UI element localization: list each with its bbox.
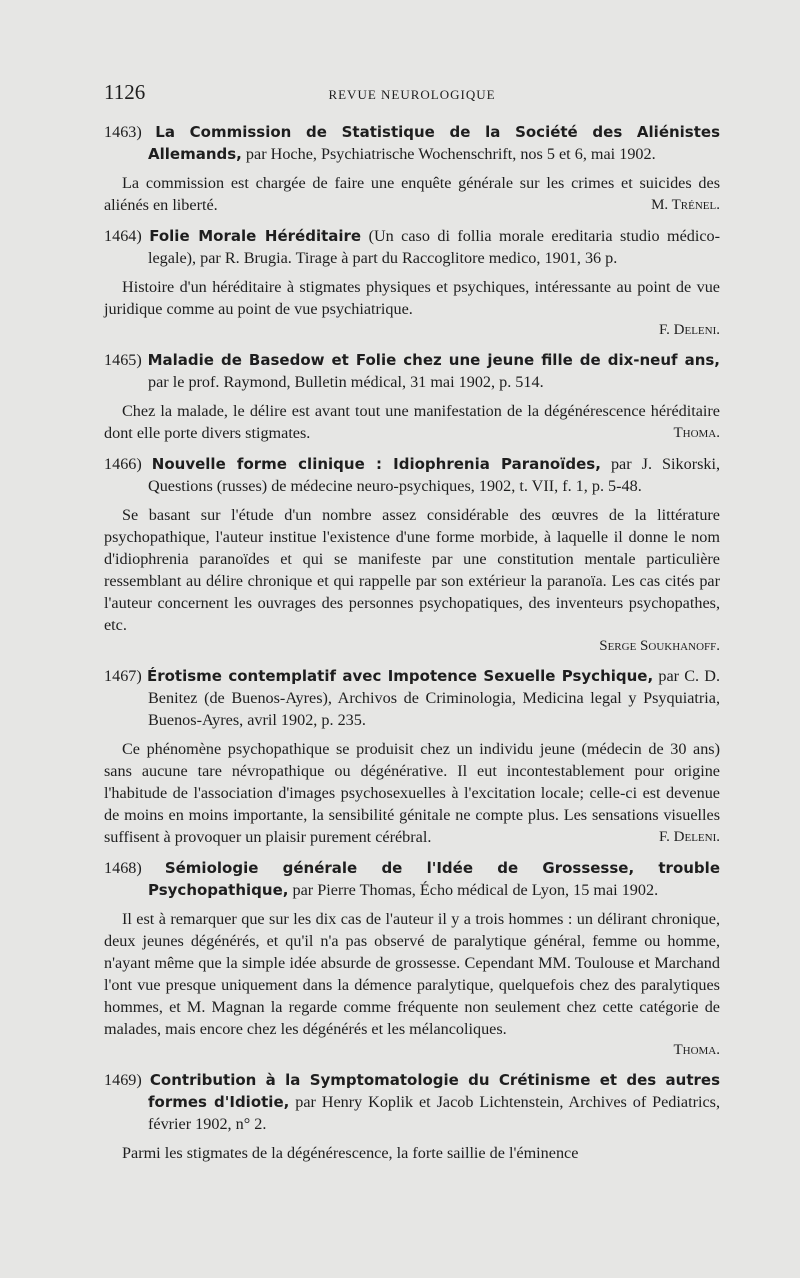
entry-heading — [104, 857, 720, 901]
entry-heading — [104, 121, 720, 165]
entry-title: Maladie de Basedow et Folie chez une jeune fille de dix-neuf ans, — [147, 351, 720, 369]
entry-signature: Thoma. — [673, 1042, 720, 1058]
entry-number: 1464) — [104, 227, 142, 245]
entry-body-text: Ce phénomène psychopathique se produisit chez un individu jeune (médecin de 30 ans) sans aucune tare névropathique ou dégénérative. Il eut incontestablement pour origine l'habitude de l'association d'images psychosexuelles à l'excitation locale; celle-ci est devenue de moins en moins importante, la sensibilité génitale ne compte plus. Les sensations visuelles suffisent à provoquer un plaisir purement cérébral. — [104, 740, 720, 846]
entry-signature: M. Trénel. — [651, 197, 720, 213]
entry-title: La Commission de Statistique de la Société des Aliénistes Allemands, — [148, 123, 721, 163]
entry-body-text: Chez la malade, le délire est avant tout une manifestation de la dégénérescence héréditaire dont elle porte divers stigmates. — [104, 402, 720, 442]
entry-signature: Serge Soukhanoff. — [599, 638, 720, 654]
entry-body — [104, 738, 720, 848]
entry-number: 1466) — [104, 455, 142, 473]
entry-body: Histoire d'un héréditaire à stigmates physiques et psychiques, intéressante au point de vue juridique comme au point de vue psychiatrique. — [104, 278, 720, 318]
entry-body: Se basant sur l'étude d'un nombre assez considérable des œuvres de la littérature psychopathique, l'auteur institue l'existence d'une forme morbide, à laquelle il donne le nom d'idiophrenia paranoïdes et qui se manifeste par une constitution mentale particulière ressemblant au délire chronique et qui rappelle par son extérieur la paranoïa. Les cas cités par l'auteur concernent les ouvrages des personnes psychopatiques, des inventeurs psychopathes, etc. — [104, 506, 720, 634]
entry-body-text: La commission est chargée de faire une enquête générale sur les crimes et suicides des aliénés en liberté. — [104, 174, 720, 214]
entry-title: Nouvelle forme clinique : Idiophrenia Paranoïdes, — [151, 455, 601, 473]
entry-heading — [104, 1069, 720, 1135]
entry-reference: par C. D. Benitez (de Buenos-Ayres), Archivos de Criminologia, Medicina legal y Psyquiatria, Buenos-Ayres, avril 1902, p. 235. — [148, 667, 721, 729]
entry-1465 — [104, 349, 720, 444]
entry-reference: par J. Sikorski, Questions (russes) de médecine neuro-psychiques, 1902, t. VII, f. 1, p. 5-48. — [148, 455, 721, 495]
entry-number: 1468) — [104, 859, 142, 877]
running-title: REVUE NEUROLOGIQUE — [328, 87, 496, 102]
entry-1464 — [104, 225, 720, 340]
entry-title: Folie Morale Héréditaire — [149, 227, 362, 245]
entry-1469 — [104, 1069, 720, 1164]
entry-heading — [104, 225, 720, 269]
entry-reference: par Hoche, Psychiatrische Wochenschrift, nos 5 et 6, mai 1902. — [245, 145, 656, 163]
entry-number: 1465) — [104, 351, 142, 369]
entry-title: Contribution à la Symptomatologie du Crétinisme et des autres formes d'Idiotie, — [148, 1071, 720, 1111]
entry-heading — [104, 665, 720, 731]
entry-number: 1467) — [104, 667, 142, 685]
entry-reference: par Henry Koplik et Jacob Lichtenstein, Archives of Pediatrics, février 1902, n° 2. — [148, 1093, 720, 1133]
entry-signature: F. Deleni. — [659, 322, 720, 338]
entry-body — [104, 400, 720, 444]
entry-heading — [104, 453, 720, 497]
entry-heading — [104, 349, 720, 393]
entry-reference: par Pierre Thomas, Écho médical de Lyon, 15 mai 1902. — [292, 881, 659, 899]
entry-signature: F. Deleni. — [659, 829, 720, 845]
entry-title: Érotisme contemplatif avec Impotence Sexuelle Psychique, — [146, 667, 654, 685]
entry-number: 1469) — [104, 1071, 142, 1089]
entry-body: Il est à remarquer que sur les dix cas de l'auteur il y a trois hommes : un délirant chronique, deux jeunes dégénérés, et qu'il n'a pas observé de paralytique général, femme ou homme, n'ayant même que la simple idée absurde de grossesse. Cependant MM. Toulouse et Marchand l'ont vue presque uniquement dans la démence paralytique, quelquefois chez des paralytiques hommes, et M. Magnan la regarde comme fréquente non seulement chez cette catégorie de malades, mais encore chez les dégénérés et les mélancoliques. — [104, 910, 720, 1038]
entry-title: Sémiologie générale de l'Idée de Grossesse, trouble Psychopathique, — [148, 859, 720, 899]
entry-reference: (Un caso di follia morale ereditaria studio médico-legale), par R. Brugia. Tirage à part du Raccoglitore medico, 1901, 36 p. — [148, 227, 721, 267]
entry-body — [104, 172, 720, 216]
page-number: 1126 — [104, 80, 146, 104]
entry-signature: Thoma. — [673, 425, 720, 441]
entry-body: Parmi les stigmates de la dégénérescence, la forte saillie de l'éminence — [122, 1144, 579, 1162]
entry-1467 — [104, 665, 720, 848]
entry-number: 1463) — [104, 123, 142, 141]
entry-1466 — [104, 453, 720, 656]
entry-1468 — [104, 857, 720, 1060]
entry-reference: par le prof. Raymond, Bulletin médical, 31 mai 1902, p. 514. — [148, 373, 544, 391]
entry-1463 — [104, 121, 720, 216]
page-header — [104, 80, 720, 105]
